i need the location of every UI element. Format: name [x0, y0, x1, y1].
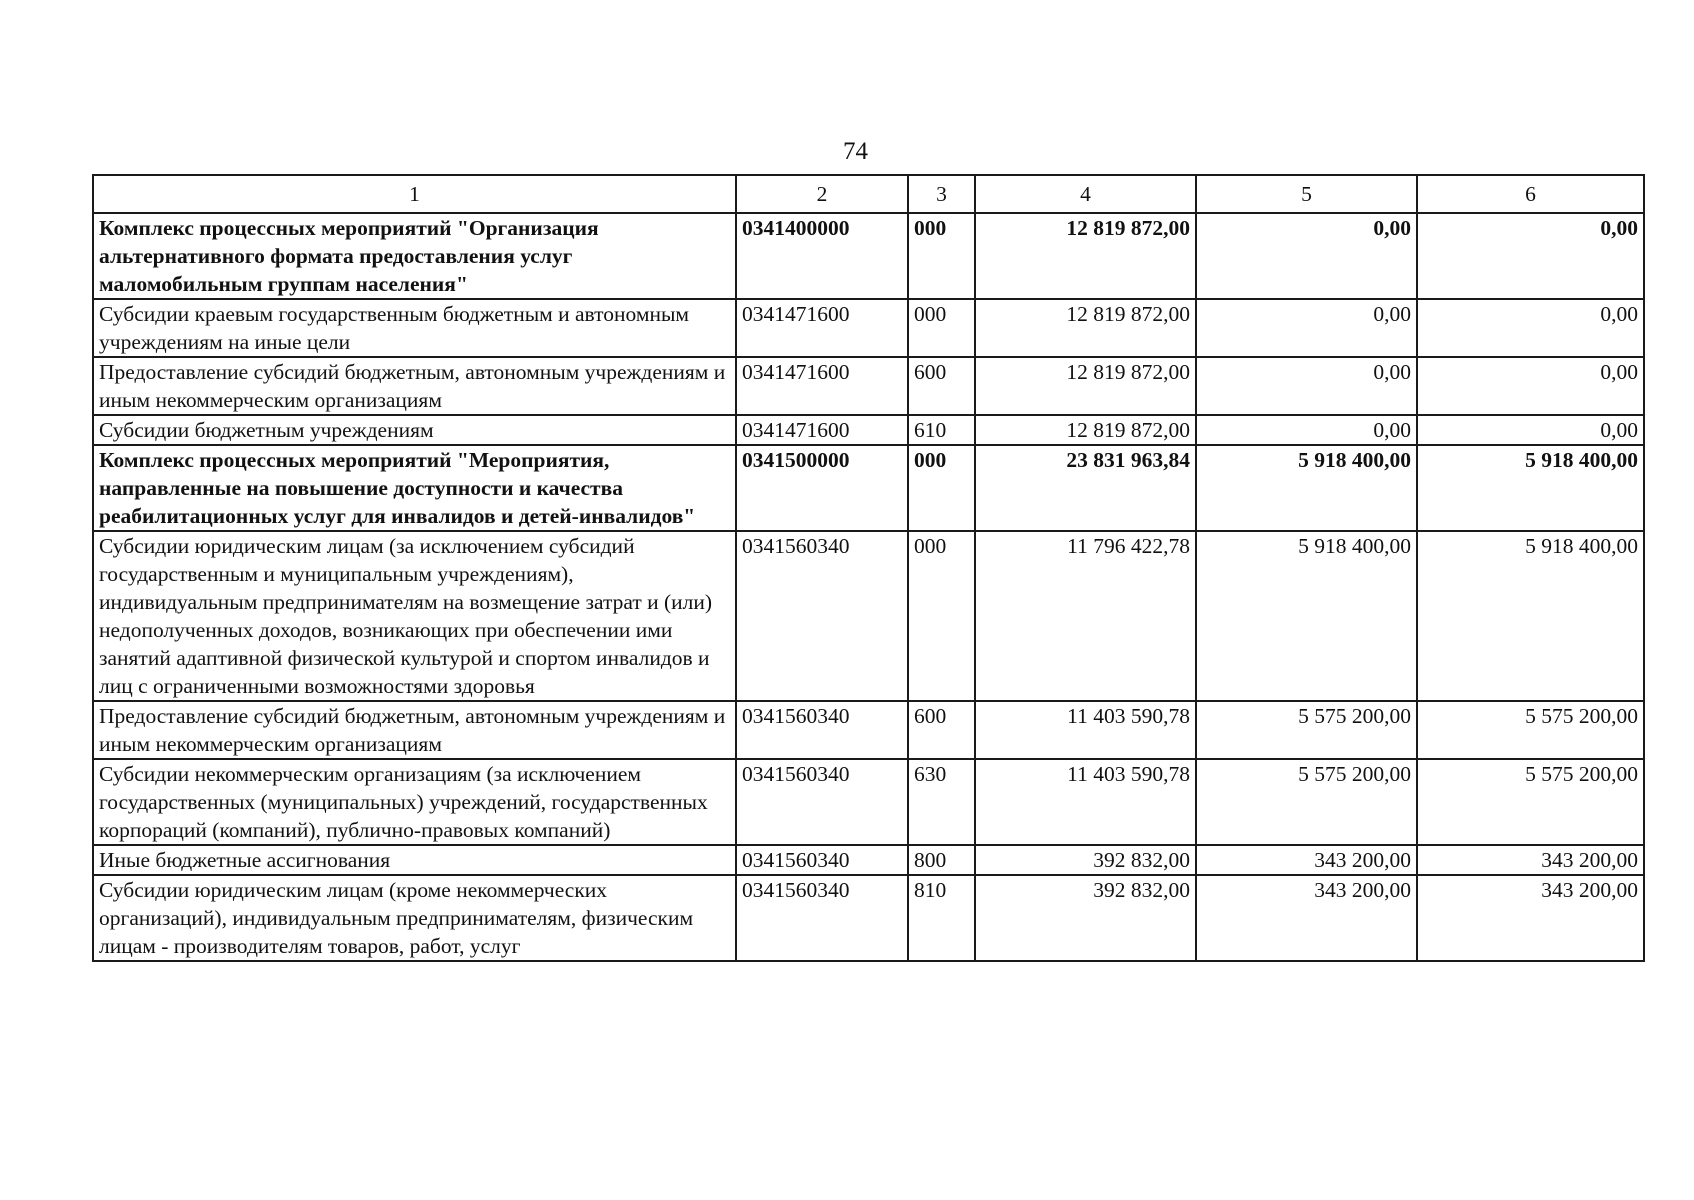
row-code: 0341560340 [736, 845, 908, 875]
row-amount-col6: 343 200,00 [1417, 845, 1644, 875]
row-amount-col6: 0,00 [1417, 357, 1644, 415]
row-name: Субсидии краевым государственным бюджетным и автономным учреждениям на иные цели [93, 299, 736, 357]
row-name: Комплекс процессных мероприятий "Организация альтернативного формата предоставления услуг маломобильным группам населения" [93, 213, 736, 299]
row-amount-col4: 23 831 963,84 [975, 445, 1196, 531]
row-expense-type: 000 [908, 213, 975, 299]
row-name: Субсидии бюджетным учреждениям [93, 415, 736, 445]
table-row [93, 759, 1644, 845]
row-code: 0341471600 [736, 357, 908, 415]
row-name: Субсидии юридическим лицам (за исключением субсидий государственным и муниципальным учреждениям), индивидуальным предпринимателям на возмещение затрат и (или) недополученных доходов, возникающих при обеспечении ими занятий адаптивной физической культурой и спортом инвалидов и лиц с ограниченными возможностями здоровья [93, 531, 736, 701]
row-expense-type: 800 [908, 845, 975, 875]
row-code: 0341560340 [736, 875, 908, 961]
row-code: 0341560340 [736, 701, 908, 759]
row-expense-type: 630 [908, 759, 975, 845]
column-header-4: 4 [975, 175, 1196, 213]
row-amount-col6: 0,00 [1417, 415, 1644, 445]
page-number: 74 [843, 138, 868, 165]
row-code: 0341400000 [736, 213, 908, 299]
row-name: Субсидии некоммерческим организациям (за исключением государственных (муниципальных) учреждений, государственных корпораций (компаний), публично-правовых компаний) [93, 759, 736, 845]
row-amount-col5: 5 918 400,00 [1196, 531, 1417, 701]
column-header-1: 1 [93, 175, 736, 213]
row-amount-col5: 0,00 [1196, 357, 1417, 415]
row-code: 0341560340 [736, 759, 908, 845]
row-name: Комплекс процессных мероприятий "Мероприятия, направленные на повышение доступности и качества реабилитационных услуг для инвалидов и детей-инвалидов" [93, 445, 736, 531]
row-amount-col6: 5 575 200,00 [1417, 701, 1644, 759]
row-amount-col4: 11 403 590,78 [975, 759, 1196, 845]
row-code: 0341500000 [736, 445, 908, 531]
row-expense-type: 000 [908, 299, 975, 357]
column-header-6: 6 [1417, 175, 1644, 213]
row-name: Предоставление субсидий бюджетным, автономным учреждениям и иным некоммерческим организациям [93, 701, 736, 759]
row-amount-col5: 343 200,00 [1196, 845, 1417, 875]
row-code: 0341471600 [736, 299, 908, 357]
row-amount-col4: 392 832,00 [975, 845, 1196, 875]
row-amount-col5: 5 575 200,00 [1196, 701, 1417, 759]
row-amount-col4: 12 819 872,00 [975, 357, 1196, 415]
table-row [93, 299, 1644, 357]
row-name: Субсидии юридическим лицам (кроме некоммерческих организаций), индивидуальным предпринимателям, физическим лицам - производителям товаров, работ, услуг [93, 875, 736, 961]
row-name: Иные бюджетные ассигнования [93, 845, 736, 875]
row-amount-col5: 0,00 [1196, 213, 1417, 299]
row-amount-col4: 12 819 872,00 [975, 299, 1196, 357]
row-amount-col5: 5 575 200,00 [1196, 759, 1417, 845]
row-amount-col6: 5 575 200,00 [1417, 759, 1644, 845]
row-amount-col6: 0,00 [1417, 299, 1644, 357]
row-amount-col6: 0,00 [1417, 213, 1644, 299]
table-row [93, 415, 1644, 445]
header-row [93, 175, 1644, 213]
table-row [93, 213, 1644, 299]
row-code: 0341560340 [736, 531, 908, 701]
row-amount-col4: 12 819 872,00 [975, 213, 1196, 299]
row-amount-col4: 11 796 422,78 [975, 531, 1196, 701]
column-header-2: 2 [736, 175, 908, 213]
row-expense-type: 600 [908, 701, 975, 759]
column-header-5: 5 [1196, 175, 1417, 213]
row-amount-col4: 11 403 590,78 [975, 701, 1196, 759]
table-row [93, 701, 1644, 759]
row-code: 0341471600 [736, 415, 908, 445]
row-expense-type: 000 [908, 445, 975, 531]
row-expense-type: 810 [908, 875, 975, 961]
row-amount-col4: 392 832,00 [975, 875, 1196, 961]
row-amount-col4: 12 819 872,00 [975, 415, 1196, 445]
row-amount-col6: 5 918 400,00 [1417, 445, 1644, 531]
row-expense-type: 610 [908, 415, 975, 445]
table-row [93, 875, 1644, 961]
table-row [93, 531, 1644, 701]
row-expense-type: 600 [908, 357, 975, 415]
row-amount-col5: 5 918 400,00 [1196, 445, 1417, 531]
row-amount-col6: 5 918 400,00 [1417, 531, 1644, 701]
table-row [93, 357, 1644, 415]
row-expense-type: 000 [908, 531, 975, 701]
table-body [93, 213, 1644, 961]
row-amount-col6: 343 200,00 [1417, 875, 1644, 961]
table-row [93, 845, 1644, 875]
column-header-3: 3 [908, 175, 975, 213]
row-amount-col5: 0,00 [1196, 299, 1417, 357]
row-name: Предоставление субсидий бюджетным, автономным учреждениям и иным некоммерческим организациям [93, 357, 736, 415]
table-row [93, 445, 1644, 531]
row-amount-col5: 0,00 [1196, 415, 1417, 445]
row-amount-col5: 343 200,00 [1196, 875, 1417, 961]
budget-table [92, 174, 1645, 962]
